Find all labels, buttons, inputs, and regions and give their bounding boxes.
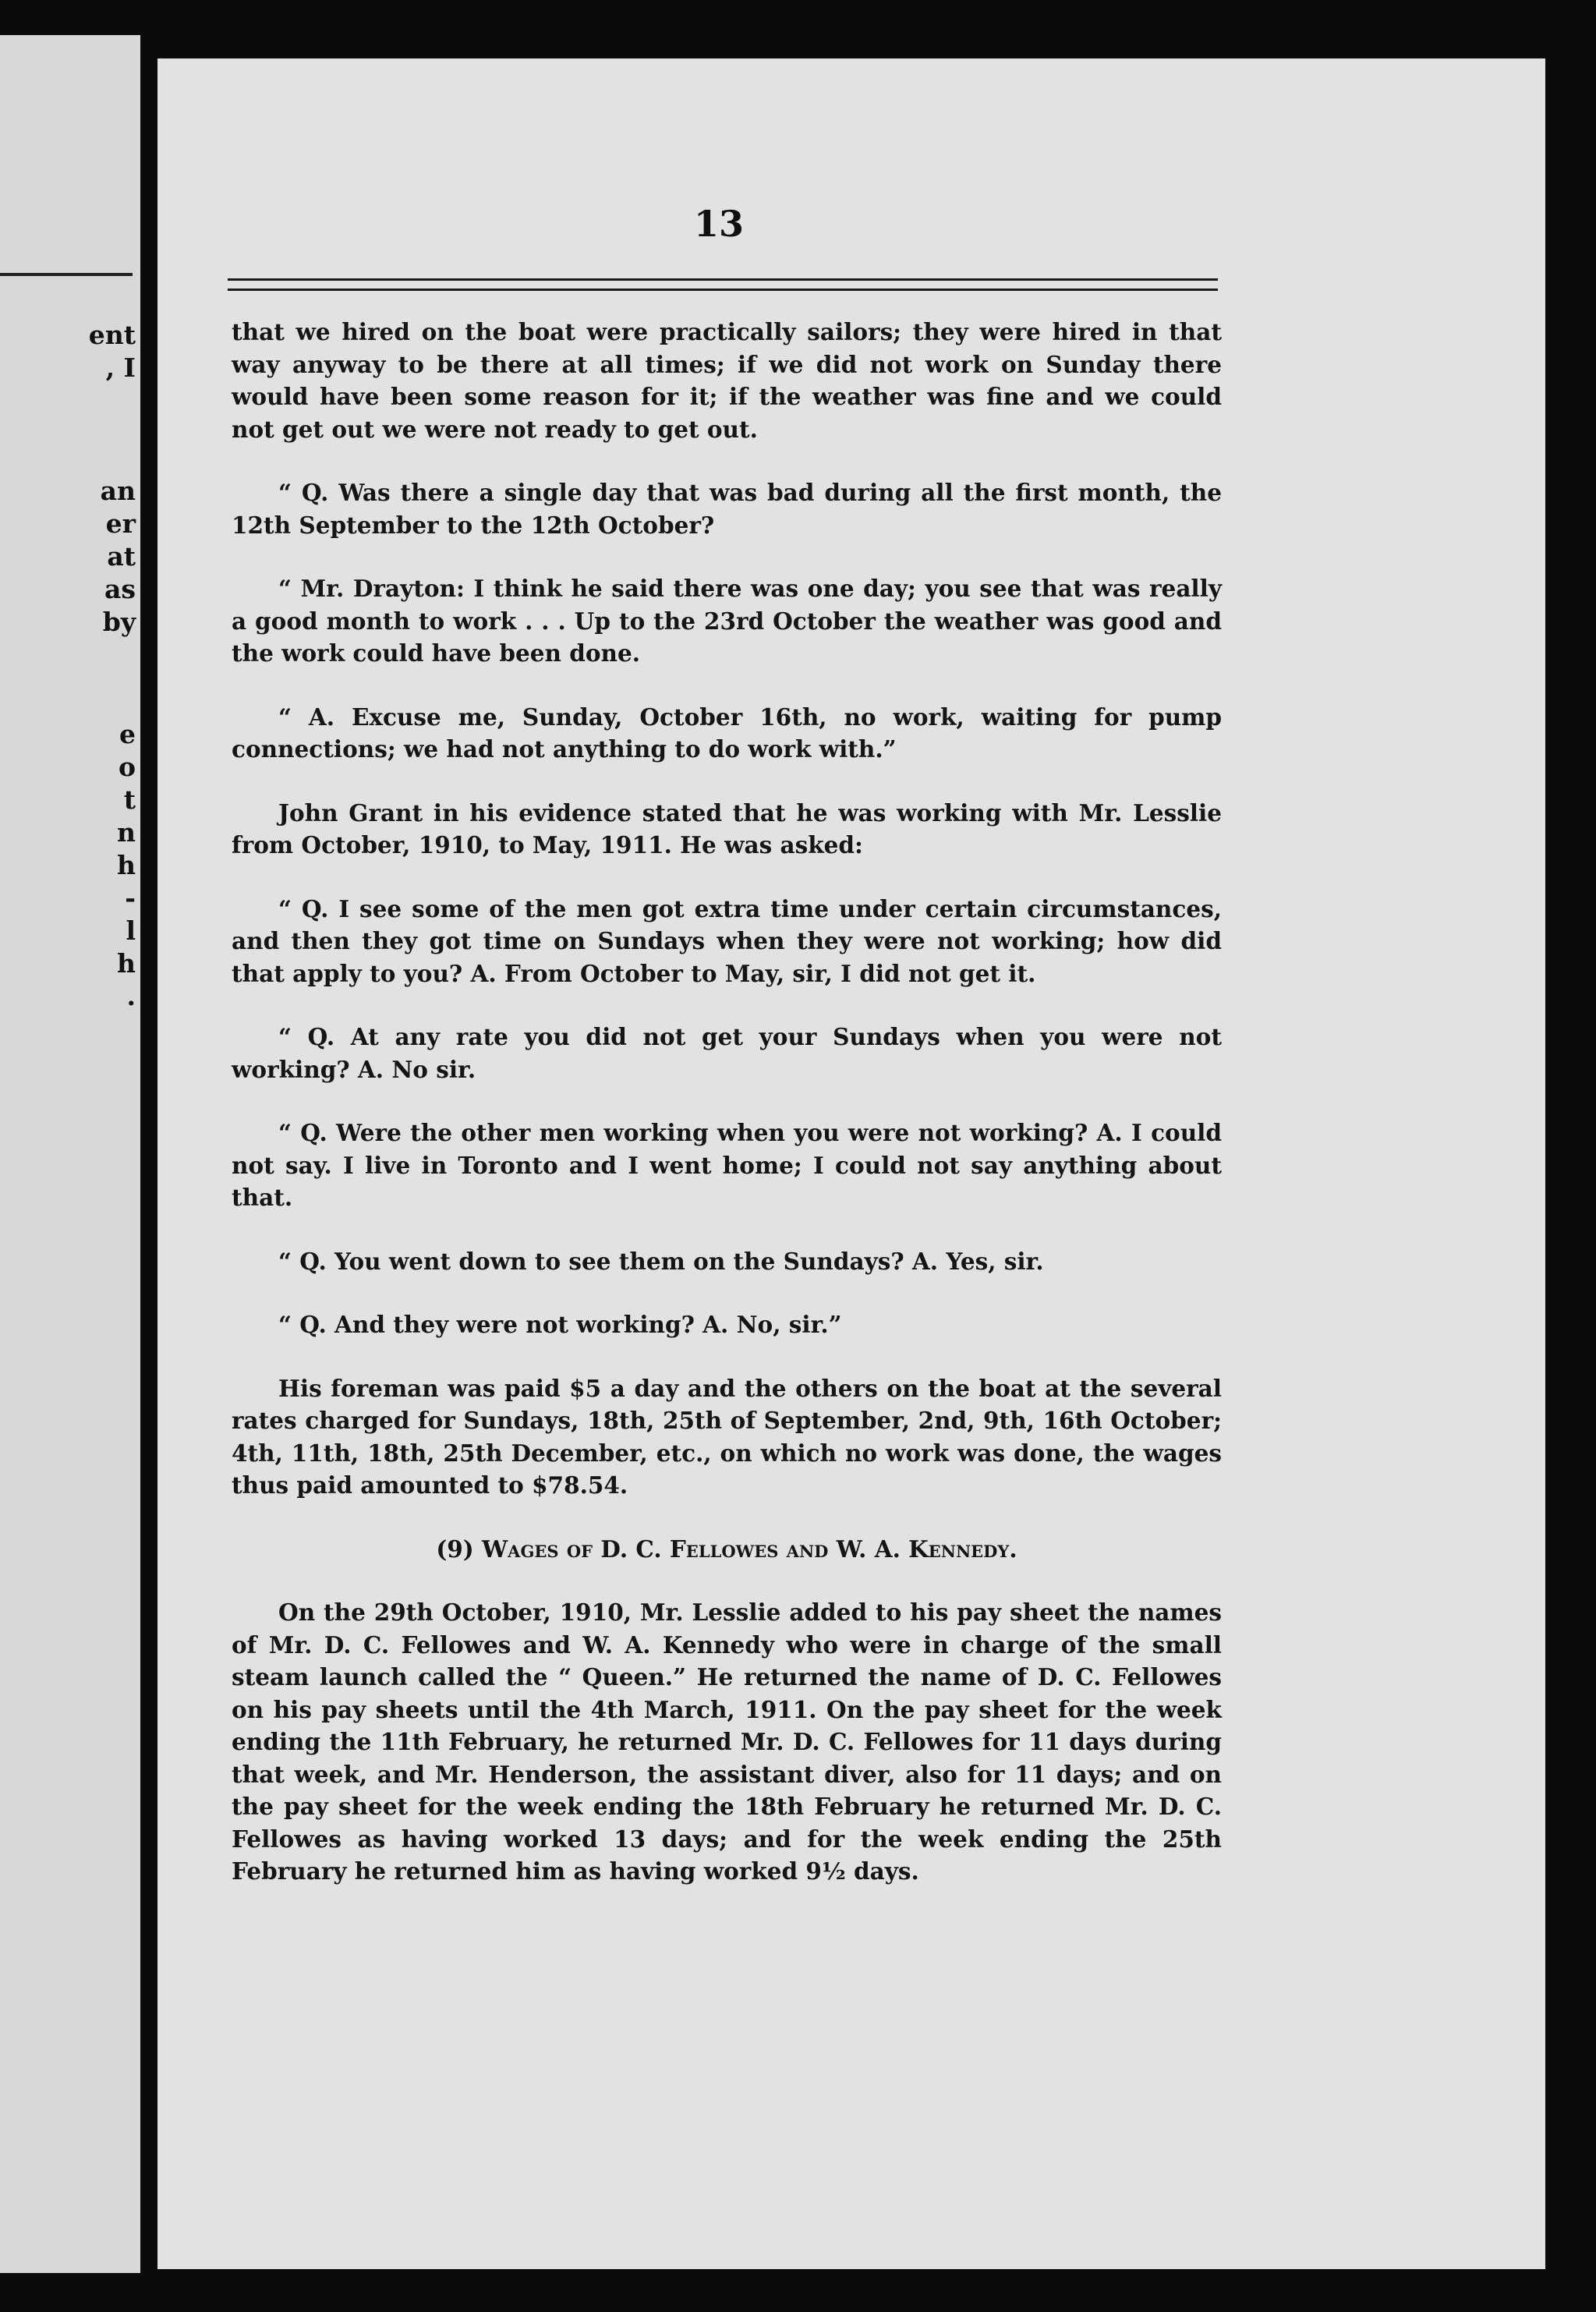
- left-fragment: an: [100, 476, 136, 506]
- document-page: [157, 58, 1545, 2269]
- left-fragment: by: [102, 607, 136, 637]
- left-fragment: at: [107, 541, 136, 572]
- body-text: [232, 316, 1222, 1919]
- left-fragment: .: [126, 981, 136, 1011]
- paragraph: “ Q. Were the other men working when you were not working? A. I could not say. I live in Toronto and I went home; I could not say anything about that.: [232, 1119, 1222, 1211]
- section-heading: (9) Wages of D. C. Fellowes and W. A. Kennedy.: [436, 1535, 1017, 1563]
- book-gutter: [140, 0, 157, 2312]
- adjacent-page-edge: [0, 35, 140, 2273]
- left-fragment: er: [105, 508, 136, 539]
- paragraph: “ Q. And they were not working? A. No, sir.”: [278, 1311, 842, 1338]
- left-fragment: h: [117, 948, 136, 979]
- paragraph: “ Q. Was there a single day that was bad during all the first month, the 12th September to the 12th October?: [232, 479, 1222, 539]
- left-fragment: l: [126, 915, 136, 946]
- paragraph: On the 29th October, 1910, Mr. Lesslie added to his pay sheet the names of Mr. D. C. Fellowes and W. A. Kennedy who were in charge of the small steam launch called the “ Queen.” He returned the name of D. C. Fellowes on his pay sheets until the 4th March, 1911. On the pay sheet for the week ending the 11th February, he returned Mr. D. C. Fellowes for 11 days during that week, and Mr. Henderson, the assistant diver, also for 11 days; and on the pay sheet for the week ending the 18th February he returned Mr. D. C. Fellowes as having worked 13 days; and for the week ending the 25th February he returned him as having worked 9½ days.: [232, 1599, 1222, 1885]
- left-fragment: h: [117, 850, 136, 880]
- left-fragment: t: [123, 784, 136, 815]
- paragraph: “ A. Excuse me, Sunday, October 16th, no work, waiting for pump connections; we had not anything to do work with.”: [232, 703, 1222, 763]
- paragraph: “ Q. I see some of the men got extra time under certain circumstances, and then they got time on Sundays when they were not working; how did that apply to you? A. From October to May, sir, I did not get it.: [232, 894, 1222, 987]
- paragraph: “ Q. You went down to see them on the Sundays? A. Yes, sir.: [278, 1247, 1044, 1275]
- paragraph: “ Mr. Drayton: I think he said there was one day; you see that was really a good month to work . . . Up to the 23rd October the weather was good and the work could have been done.: [232, 575, 1222, 667]
- header-rule: [228, 278, 1218, 291]
- left-fragment: as: [104, 574, 136, 604]
- paragraph: that we hired on the boat were practically sailors; they were hired in that way anyway to be there at all times; if we did not work on Sunday there would have been some reason for it; if the weather was fine and we could not get out we were not ready to get out.: [232, 318, 1222, 443]
- left-fragment: ent: [88, 320, 136, 350]
- left-fragment: o: [118, 752, 136, 782]
- paragraph: John Grant in his evidence stated that he was working with Mr. Lesslie from October, 1910, to May, 1911. He was asked:: [232, 798, 1222, 859]
- left-fragment: n: [117, 817, 136, 848]
- left-fragment: -: [125, 883, 136, 913]
- page-number: 13: [693, 203, 744, 245]
- left-fragment: e: [119, 719, 136, 749]
- paragraph: His foreman was paid $5 a day and the others on the boat at the several rates charged for Sundays, 18th, 25th of September, 2nd, 9th, 16th October; 4th, 11th, 18th, 25th December, etc., on which no work was done, the wages thus paid amounted to $78.54.: [232, 1374, 1222, 1499]
- paragraph: “ Q. At any rate you did not get your Sundays when you were not working? A. No sir.: [232, 1023, 1222, 1083]
- left-page-rule: [0, 273, 133, 276]
- left-fragment: , I: [105, 352, 136, 383]
